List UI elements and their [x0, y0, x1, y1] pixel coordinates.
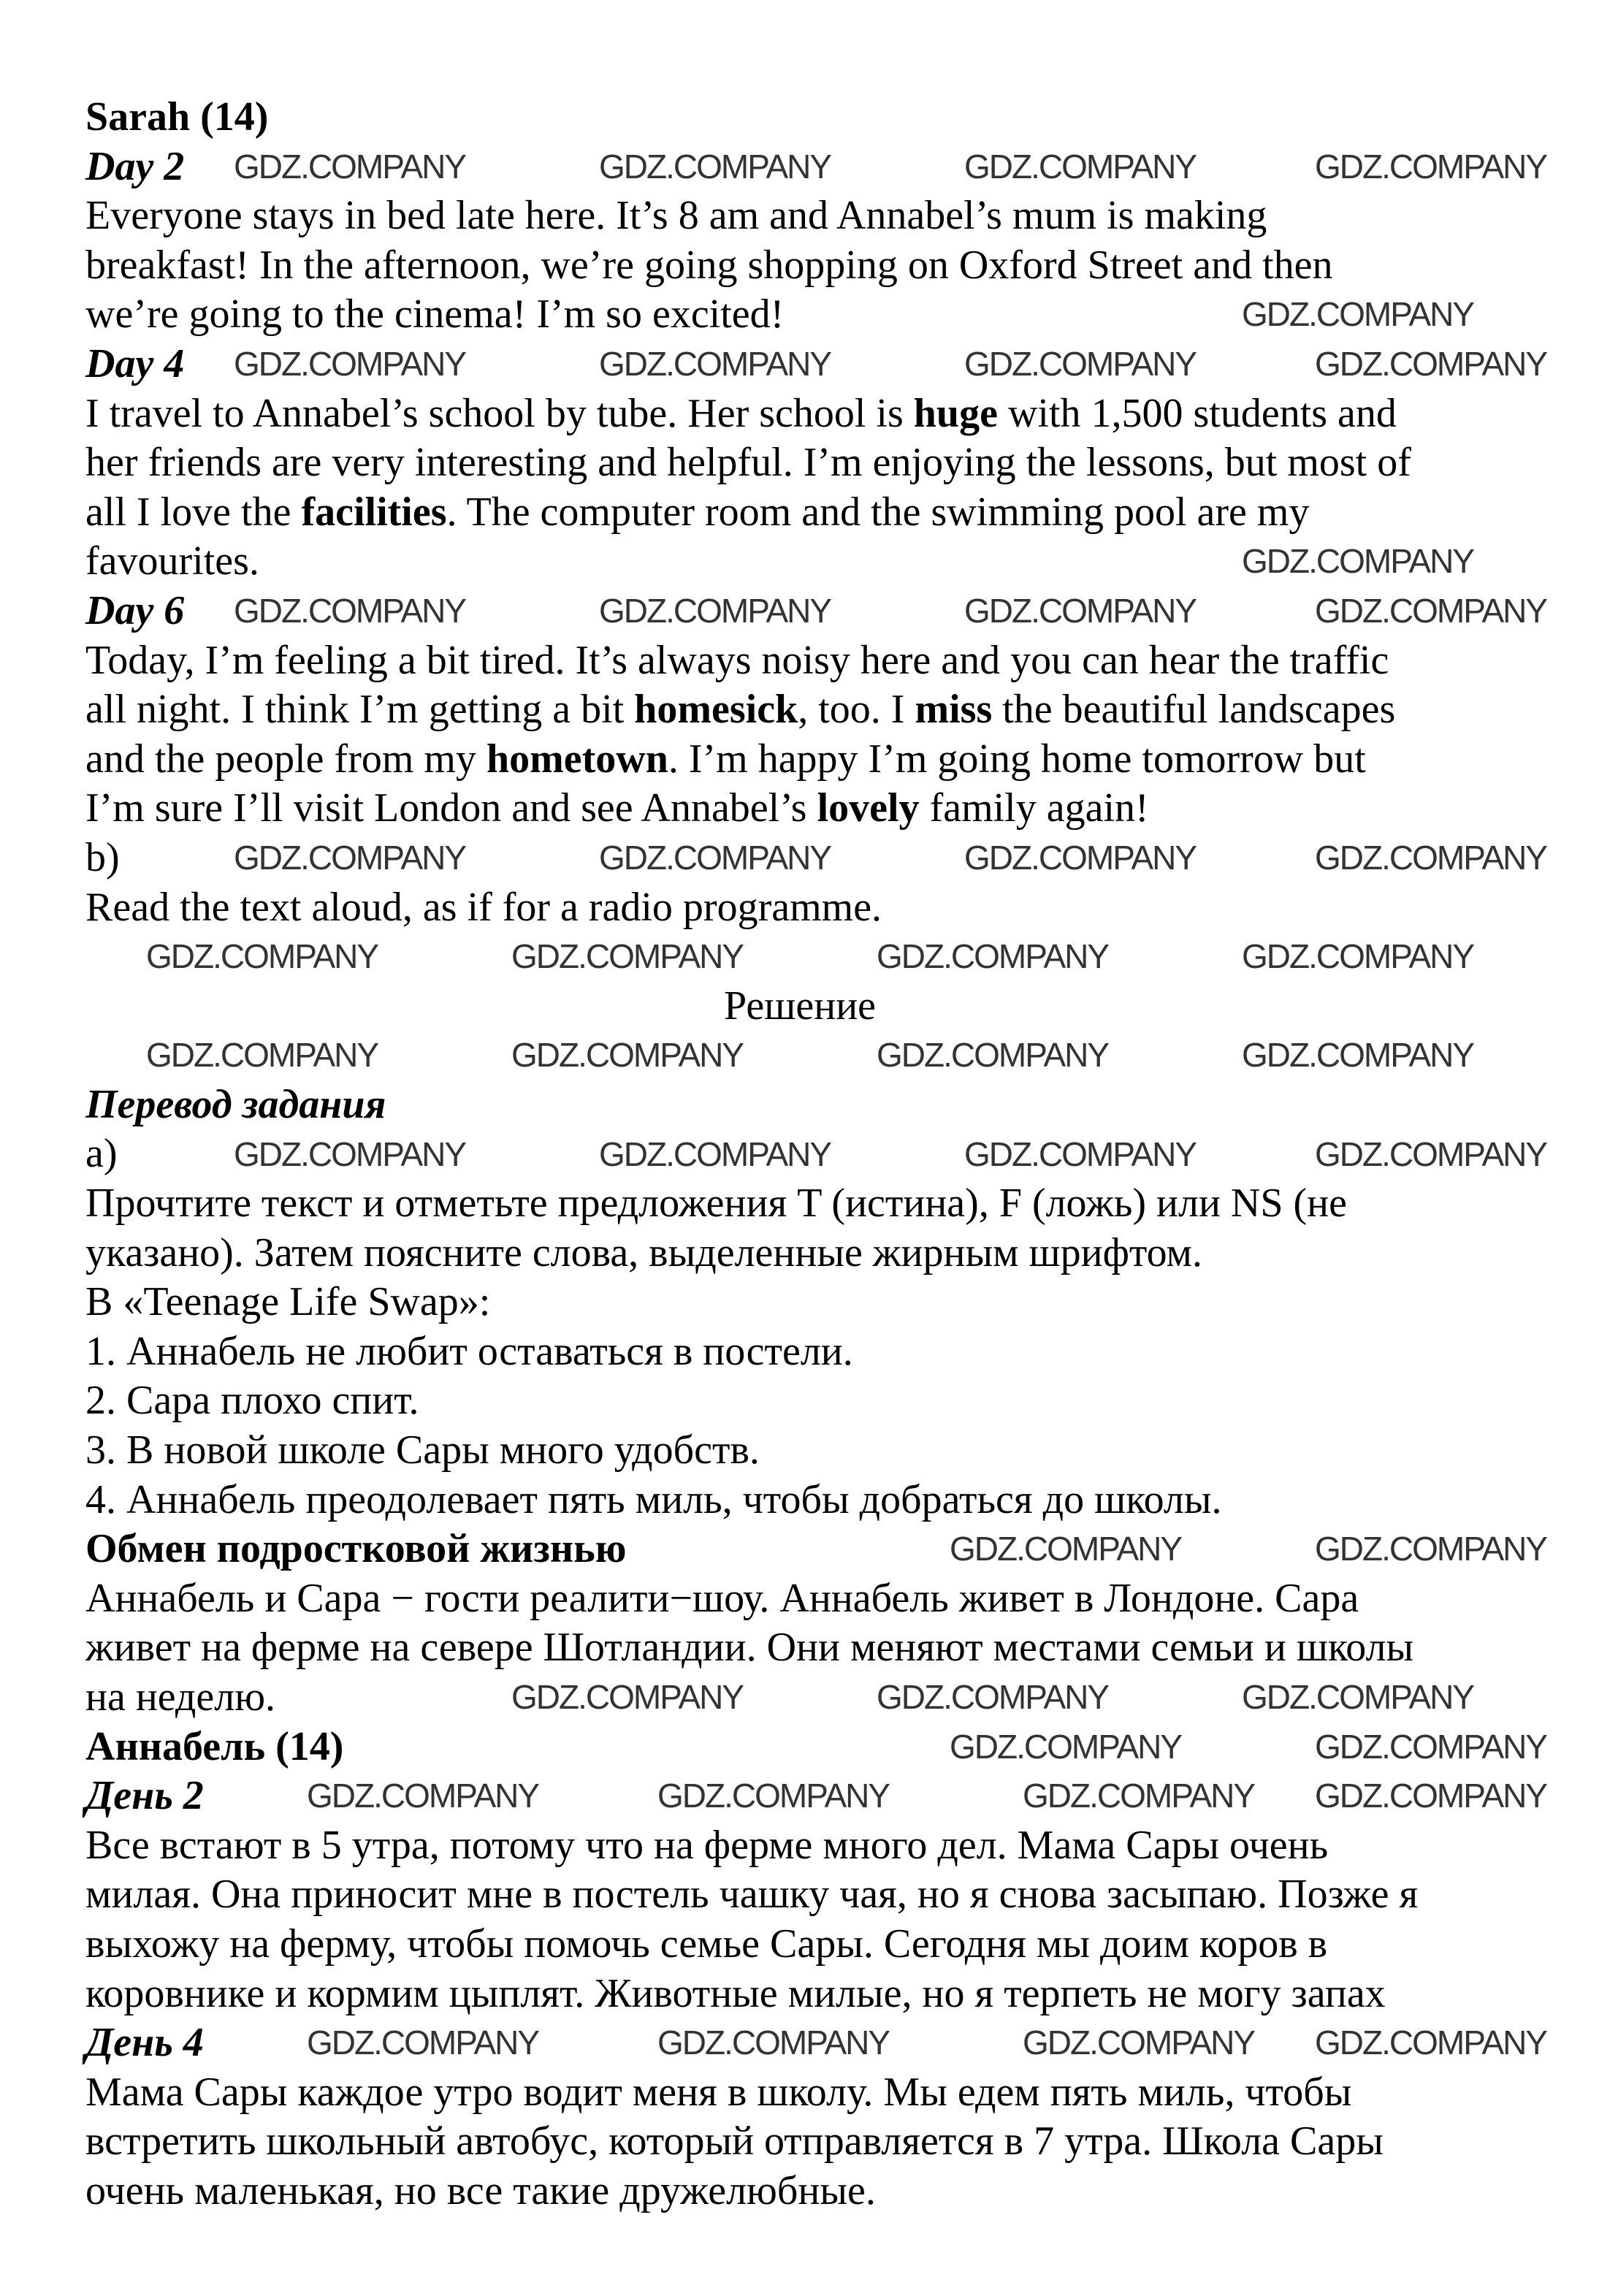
text-segment: Аннабель и Сара − гости реалити−шоу. Аннабель живет в Лондоне. Сара: [85, 1575, 1359, 1621]
text-segment: all night. I think I’m getting a bit: [85, 687, 635, 733]
text-line: [85, 2167, 1514, 2216]
watermark: GDZ.COMPANY: [877, 1678, 1109, 1717]
text-line: [85, 241, 1514, 291]
text-line: [85, 488, 1514, 538]
watermark: GDZ.COMPANY: [964, 147, 1197, 186]
text-segment: живет на ферме на севере Шотландии. Они меняют местами семьи и школы: [85, 1625, 1414, 1671]
text-segment: указано). Затем поясните слова, выделенные жирным шрифтом.: [85, 1229, 1202, 1275]
watermark: GDZ.COMPANY: [234, 592, 466, 630]
text-segment: , too. I: [798, 687, 915, 733]
text-line: [85, 1179, 1514, 1229]
watermark: GDZ.COMPANY: [307, 1777, 539, 1815]
text-line: [85, 537, 1514, 587]
watermark: GDZ.COMPANY: [146, 937, 378, 976]
emphasized-text: День 2: [85, 1773, 204, 1819]
text-line: [85, 735, 1514, 785]
text-segment: I travel to Annabel’s school by tube. Her school is: [85, 390, 914, 436]
text-segment: her friends are very interesting and helpful. I’m enjoying the lessons, but most of: [85, 440, 1411, 486]
emphasized-text: Sarah (14): [85, 94, 269, 140]
text-line: [85, 1426, 1514, 1476]
emphasized-text: lovely: [817, 785, 920, 831]
solution-title: [85, 982, 1514, 1031]
text-segment: breakfast! In the afternoon, we’re going shopping on Oxford Street and then: [85, 242, 1333, 288]
text-segment: Read the text aloud, as if for a radio programme.: [85, 884, 882, 930]
watermark: GDZ.COMPANY: [234, 1134, 466, 1173]
watermark: GDZ.COMPANY: [599, 592, 831, 630]
text-line: [85, 191, 1514, 241]
watermark: GDZ.COMPANY: [511, 1678, 744, 1717]
watermark: GDZ.COMPANY: [234, 147, 466, 186]
watermark: GDZ.COMPANY: [657, 1777, 890, 1815]
day-heading: [85, 1771, 1514, 1821]
watermark: GDZ.COMPANY: [1242, 1678, 1474, 1717]
text-line: [85, 1920, 1514, 1969]
emphasized-text: Day 6: [85, 587, 185, 633]
text-segment: встретить школьный автобус, который отправляется в 7 утра. Школа Сары: [85, 2118, 1384, 2165]
text-line: [85, 1821, 1514, 1871]
text-line: [85, 1278, 1514, 1327]
text-segment: коровнике и кормим цыплят. Животные милые, но я терпеть не могу запах: [85, 1970, 1386, 2016]
watermark: GDZ.COMPANY: [599, 147, 831, 186]
text-segment: 4. Аннабель преодолевает пять миль, чтобы добраться до школы.: [85, 1476, 1222, 1522]
watermark: GDZ.COMPANY: [1242, 295, 1474, 334]
text-line: [85, 290, 1514, 340]
watermark: GDZ.COMPANY: [877, 937, 1109, 976]
text-segment: family again!: [919, 785, 1149, 831]
section-heading: [85, 1525, 1514, 1574]
emphasized-text: hometown: [486, 736, 668, 782]
text-segment: 1. Аннабель не любит оставаться в постели.: [85, 1328, 853, 1374]
text-line: [85, 784, 1514, 834]
text-segment: . I’m happy I’m going home tomorrow but: [668, 736, 1366, 782]
watermark: GDZ.COMPANY: [511, 937, 744, 976]
emphasized-text: huge: [913, 390, 998, 436]
watermark: GDZ.COMPANY: [950, 1727, 1182, 1766]
text-segment: 2. Сара плохо спит.: [85, 1378, 419, 1424]
text-segment: . The computer room and the swimming pool are my: [446, 489, 1310, 535]
emphasized-text: miss: [915, 687, 993, 733]
watermark: GDZ.COMPANY: [1315, 592, 1547, 630]
text-segment: на неделю.: [85, 1674, 276, 1720]
text-segment: Прочтите текст и отметьте предложения T (истина), F (ложь) или NS (не: [85, 1181, 1347, 1227]
watermark: GDZ.COMPANY: [1315, 1134, 1547, 1173]
emphasized-text: Day 4: [85, 340, 185, 386]
watermark: GDZ.COMPANY: [511, 1036, 744, 1075]
emphasized-text: Day 2: [85, 143, 185, 189]
text-line: [85, 883, 1514, 933]
emphasized-text: День 4: [85, 2020, 204, 2066]
text-line: [85, 1476, 1514, 1525]
emphasized-text: facilities: [301, 489, 447, 535]
text-segment: the beautiful landscapes: [992, 687, 1396, 733]
text-line: [85, 389, 1514, 439]
watermark: GDZ.COMPANY: [1315, 147, 1547, 186]
text-segment: and the people from my: [85, 736, 486, 782]
day-heading: [85, 340, 1514, 389]
text-line: [85, 1327, 1514, 1377]
watermark: GDZ.COMPANY: [1315, 1530, 1547, 1568]
watermark: GDZ.COMPANY: [877, 1036, 1109, 1075]
day-heading: [85, 142, 1514, 192]
text-line: [85, 1969, 1514, 2019]
text-line: [85, 1870, 1514, 1920]
watermark: GDZ.COMPANY: [146, 1036, 378, 1075]
text-line: [85, 932, 1514, 982]
watermark: GDZ.COMPANY: [964, 592, 1197, 630]
text-segment: Решение: [723, 983, 877, 1029]
text-line: [85, 1129, 1514, 1179]
watermark: GDZ.COMPANY: [234, 839, 466, 877]
text-segment: I’m sure I’ll visit London and see Annabel’s: [85, 785, 817, 831]
text-segment: all I love the: [85, 489, 302, 535]
text-segment: favourites.: [85, 538, 259, 584]
watermark: GDZ.COMPANY: [599, 839, 831, 877]
text-line: [85, 1376, 1514, 1426]
emphasized-text: Аннабель (14): [85, 1723, 344, 1769]
text-segment: Today, I’m feeling a bit tired. It’s always noisy here and you can hear the traffic: [85, 637, 1389, 683]
watermark: GDZ.COMPANY: [1315, 2024, 1547, 2062]
text-segment: В «Teenage Life Swap»:: [85, 1279, 491, 1325]
watermark: GDZ.COMPANY: [964, 1134, 1197, 1173]
watermark: GDZ.COMPANY: [1242, 937, 1474, 976]
watermark: GDZ.COMPANY: [1023, 1777, 1255, 1815]
section-heading: [85, 1723, 1514, 1772]
text-line: [85, 834, 1514, 883]
day-heading: [85, 587, 1514, 636]
watermark: GDZ.COMPANY: [1242, 542, 1474, 581]
text-line: [85, 2068, 1514, 2118]
section-heading: [85, 93, 1514, 142]
text-segment: очень маленькая, но все такие дружелюбные.: [85, 2167, 876, 2213]
day-heading: [85, 2018, 1514, 2068]
watermark: GDZ.COMPANY: [1315, 1727, 1547, 1766]
text-line: [85, 2117, 1514, 2167]
watermark: GDZ.COMPANY: [599, 1134, 831, 1173]
watermark: GDZ.COMPANY: [964, 345, 1197, 383]
day-heading: [85, 1080, 1514, 1130]
text-line: [85, 1031, 1514, 1080]
text-segment: Все встают в 5 утра, потому что на ферме много дел. Мама Сары очень: [85, 1822, 1329, 1868]
watermark: GDZ.COMPANY: [657, 2024, 890, 2062]
watermark: GDZ.COMPANY: [1315, 1777, 1547, 1815]
watermark: GDZ.COMPANY: [964, 839, 1197, 877]
text-line: [85, 636, 1514, 686]
text-line: [85, 1574, 1514, 1624]
emphasized-text: homesick: [634, 687, 798, 733]
text-line: [85, 1229, 1514, 1278]
watermark: GDZ.COMPANY: [307, 2024, 539, 2062]
watermark: GDZ.COMPANY: [1023, 2024, 1255, 2062]
emphasized-text: Обмен подростковой жизнью: [85, 1526, 627, 1572]
text-segment: a): [85, 1131, 118, 1177]
watermark: GDZ.COMPANY: [1315, 839, 1547, 877]
text-line: [85, 1673, 1514, 1723]
watermark: GDZ.COMPANY: [1242, 1036, 1474, 1075]
text-segment: with 1,500 students and: [997, 390, 1397, 436]
watermark: GDZ.COMPANY: [234, 345, 466, 383]
text-segment: милая. Она приносит мне в постель чашку чая, но я снова засыпаю. Позже я: [85, 1872, 1419, 1918]
text-segment: we’re going to the cinema! I’m so excited!: [85, 291, 785, 337]
text-line: [85, 438, 1514, 488]
watermark: GDZ.COMPANY: [1315, 345, 1547, 383]
text-line: [85, 685, 1514, 735]
watermark: GDZ.COMPANY: [599, 345, 831, 383]
text-segment: Мама Сары каждое утро водит меня в школу. Мы едем пять миль, чтобы: [85, 2069, 1352, 2115]
emphasized-text: Перевод задания: [85, 1081, 386, 1127]
text-segment: 3. В новой школе Сары много удобств.: [85, 1427, 760, 1473]
watermark: GDZ.COMPANY: [950, 1530, 1182, 1568]
document-body: [85, 93, 1514, 2216]
text-segment: b): [85, 834, 120, 880]
text-segment: выхожу на ферму, чтобы помочь семье Сары. Сегодня мы доим коров в: [85, 1921, 1328, 1967]
text-segment: Everyone stays in bed late here. It’s 8 am and Annabel’s mum is making: [85, 193, 1267, 239]
text-line: [85, 1623, 1514, 1673]
